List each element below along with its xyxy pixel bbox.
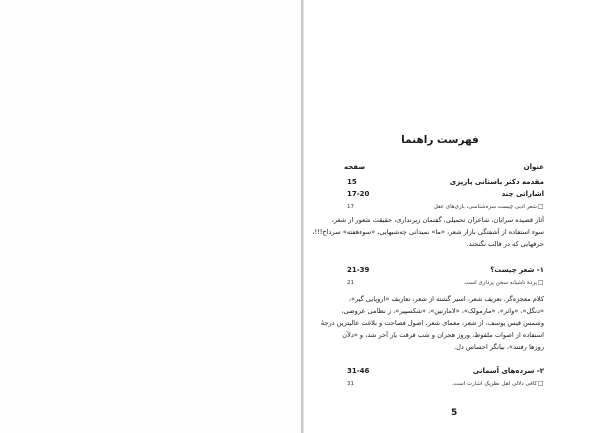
body-line: حرفهایی که در قالب نگنجند. [466,240,544,248]
section-title: ۱- شعر چیست؟ [490,266,544,274]
entry-pages: 15 [347,178,357,186]
body-line: استفاده از اصوات ملفوظ، وروز هجران و شب فرقت یار آخر شد، و «دلآن [342,331,544,339]
page-title: فهرست راهنما [401,134,479,146]
body-line: سوء استفاده از آشفتگی بازار شعر، «ما» نمیدانی چه‌شبهایی، «سوءهفته» سرداخ!!!، [312,228,544,236]
body-line: روزها رفتند»، بیانگر احساس دل. [454,343,544,351]
subentry-page: 17 [347,204,354,210]
subentry-text: پردهٔ ناشیانه سخن پردازی است. [463,280,537,286]
checkbox-square-icon: □ [538,279,544,286]
body-line: آثار قصیده سرایان، شاعران تحمیلی، گفتمان زیرنداری، حقیقت شعور از شعر، [331,216,544,224]
entry-pages: 17-20 [347,190,370,198]
section-pages: 31-46 [347,367,370,375]
subentry-page: 31 [347,381,354,387]
entry-title: اشاراتی چند [501,190,544,198]
left-page-blank [0,0,302,433]
checkbox-square-icon: □ [538,380,544,387]
body-line: «دنگل»، «واثر»، «مارمولک»، «لامارتین»، «شکسپیر»، ز نظامی عروضی، [341,307,544,315]
body-line: وشمس قیس یوسف، از شعر، معمای شعر، اصول فصاحت و بلاغت عالیترین درجهٔ [320,319,544,327]
body-line: کلام معجزه‌گر، تعریف شعر، اسیر گشته از شعر، تعاریف «اروپایی گیر»، [348,295,544,303]
subentry-page: 21 [347,280,354,286]
checkbox-square-icon: □ [538,203,544,210]
section-pages: 21-39 [347,266,370,274]
entry-title: مقدمه دکتر باستانی پاریزی [449,178,544,186]
page-number: 5 [451,408,458,418]
page-column-header: صفحه [344,163,366,171]
subentry-text: شعر ادبی چیست سره‌شناسی، بازی‌های عقل [433,204,537,210]
title-column-header: عنوان [523,163,544,171]
section-title: ۲- سرده‌های آسمانی [472,367,544,375]
subentry-text: کافی دلالی اهل نظریک اشارت است. [451,381,537,387]
